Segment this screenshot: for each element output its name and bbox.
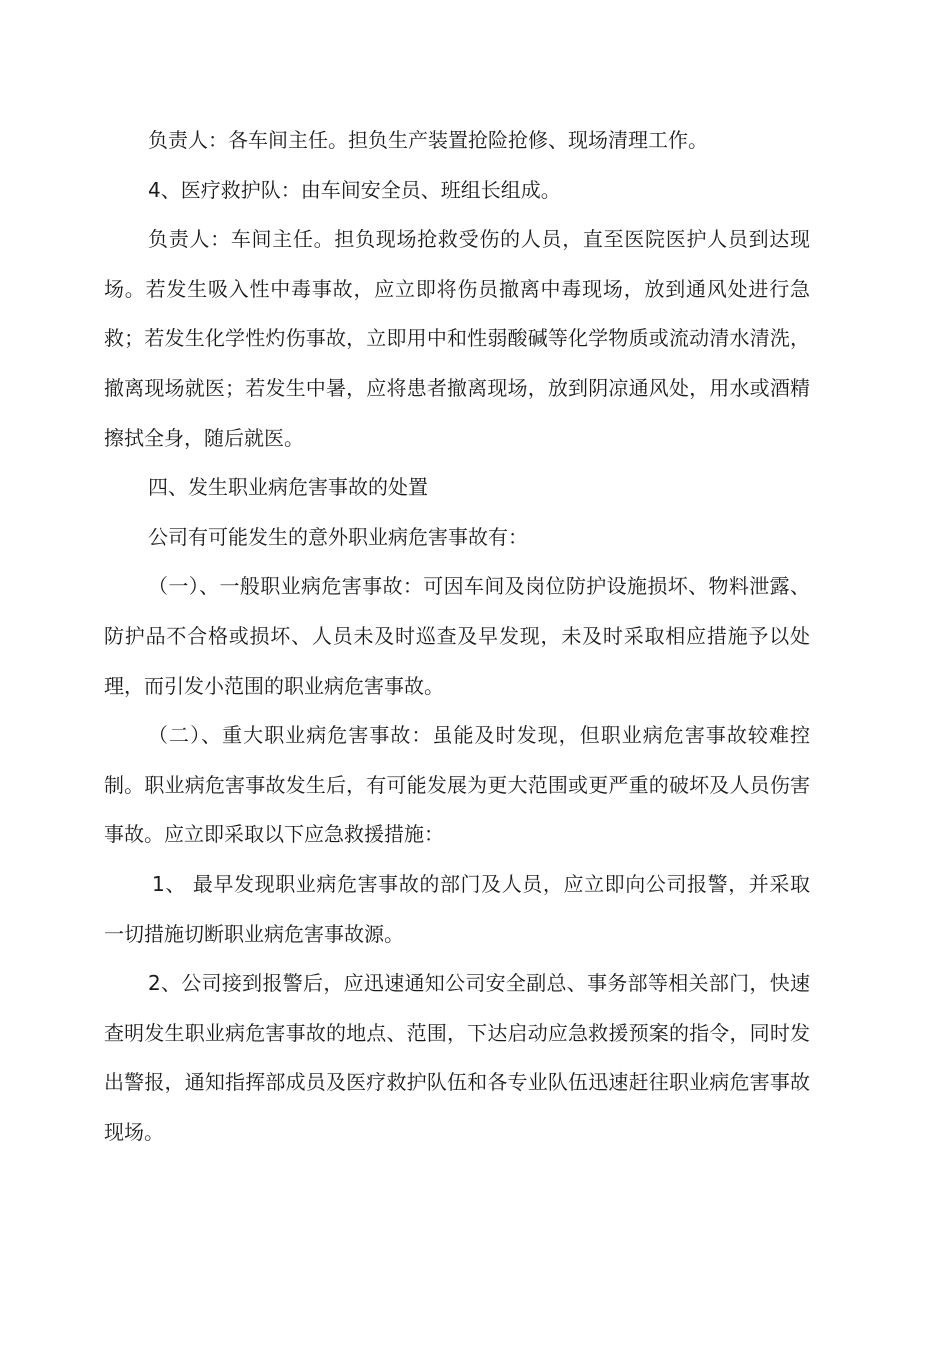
- paragraph-major-accident: （二）、重大职业病危害事故：虽能及时发现，但职业病危害事故较难控制。职业病危害事故发生后，有可能发展为更大范围或更严重的破坏及人员伤害事故。应立即采取以下应急救援措施：: [104, 723, 810, 847]
- paragraph-step-2: 2、公司接到报警后，应迅速通知公司安全副总、事务部等相关部门，快速查明发生职业病危害事故的地点、范围，下达启动应急救援预案的指令，同时发出警报，通知指挥部成员及医疗救护队伍和各专业队伍迅速赶往职业病危害事故现场。: [104, 971, 810, 1144]
- paragraph-general-accident: （一）、一般职业病危害事故：可因车间及岗位防护设施损坏、物料泄露、防护品不合格或损坏、人员未及时巡查及早发现，未及时采取相应措施予以处理，而引发小范围的职业病危害事故。: [104, 574, 810, 698]
- document-body: [104, 116, 810, 1157]
- paragraph-step-1: 1、 最早发现职业病危害事故的部门及人员，应立即向公司报警，并采取一切措施切断职业病危害事故源。: [104, 871, 810, 946]
- section-heading-occupational-hazard: 四、发生职业病危害事故的处置: [148, 475, 428, 500]
- paragraph-possible-accidents: 公司有可能发生的意外职业病危害事故有：: [148, 524, 528, 549]
- paragraph-repair-team-leader: 负责人：各车间主任。担负生产装置抢险抢修、现场清理工作。: [148, 128, 708, 152]
- paragraph-medical-team-leader: 负责人：车间主任。担负现场抢救受伤的人员，直至医院医护人员到达现场。若发生吸入性中毒事故，应立即将伤员撤离中毒现场，放到通风处进行急救；若发生化学性灼伤事故，立即用中和性弱酸碱等化学物质或流动清水清洗，撤离现场就医；若发生中暑，应将患者撤离现场，放到阴凉通风处，用水或酒精擦拭全身，随后就医。: [104, 227, 810, 450]
- paragraph-medical-team: 4、医疗救护队：由车间安全员、班组长组成。: [148, 177, 561, 202]
